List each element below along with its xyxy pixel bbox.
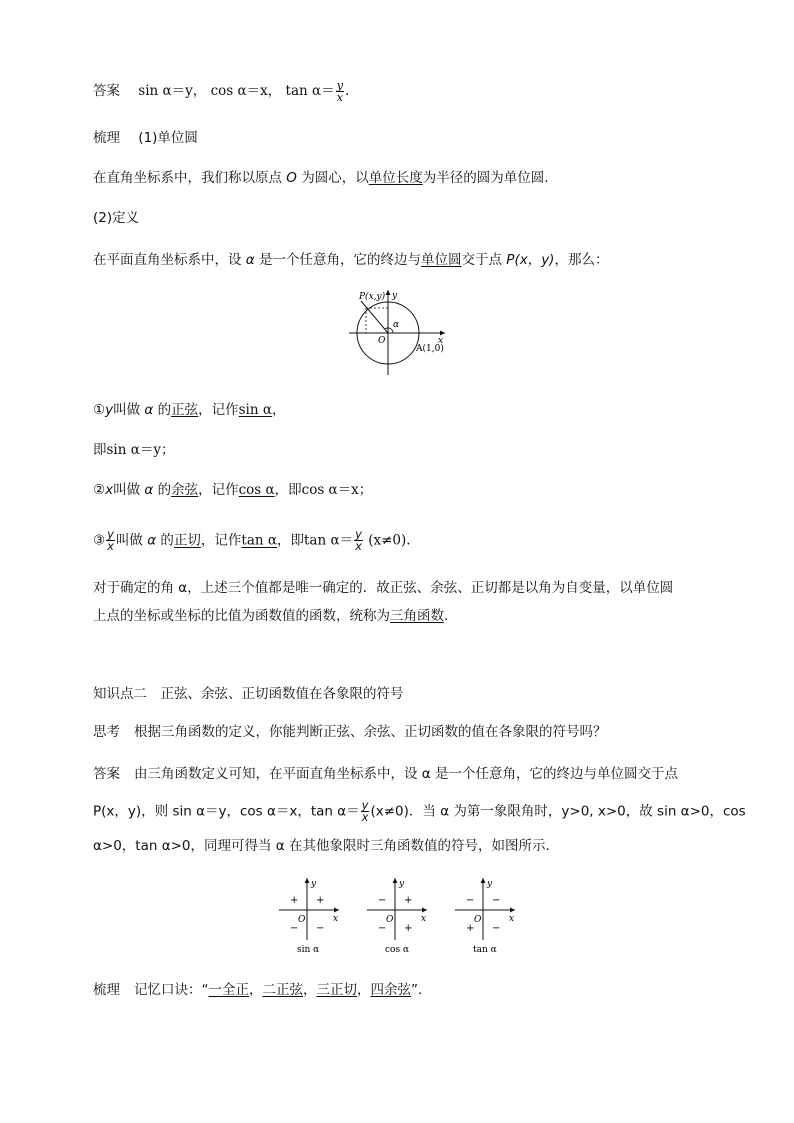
think-question: 思考 根据三角函数的定义，你能判断正弦、余弦、正切函数的值在各象限的符号吗？ (93, 724, 607, 740)
origin-label: O (378, 336, 386, 346)
section-two-title: 知识点二 正弦、余弦、正切函数值在各象限的符号 (93, 686, 404, 702)
definition-heading: (2)定义 (93, 210, 140, 226)
summary-label-2: 梳理 (93, 982, 120, 998)
answer-line-1: 答案 由三角函数定义可知，在平面直角坐标系中，设 α 是一个任意角，它的终边与单位圆交于点 (93, 766, 678, 782)
sine-term: 正弦 (171, 402, 199, 418)
summary-label: 梳理 (93, 130, 120, 146)
svg-text:−: − (378, 923, 387, 934)
svg-text:−: − (290, 923, 299, 934)
answer-label-2: 答案 (93, 766, 120, 782)
svg-text:y: y (399, 879, 405, 889)
trig-summary-line-2: 上点的坐标或坐标的比值为函数值的函数，统称为三角函数. (93, 608, 449, 624)
svg-text:+: + (466, 923, 475, 934)
tangent-definition: ③ $\frac{y}{x}$ 叫做 α 的正切，记作tan α，即tan α＝ $\frac{y}{x}$ (x≠0). (93, 527, 411, 553)
tangent-term: 正切 (173, 532, 201, 549)
cosine-caption: cos α (385, 945, 410, 955)
terminal-side (361, 301, 388, 333)
svg-text:O: O (386, 915, 394, 925)
svg-text:−: − (492, 923, 501, 934)
cos-formula: cos α＝x， (210, 83, 282, 99)
svg-text:y: y (311, 879, 317, 889)
sine-definition: ①y叫做 α 的正弦，记作sin α， (93, 402, 286, 418)
unit-circle-definition: 在直角坐标系中，我们称以原点 O 为圆心，以单位长度为半径的圆为单位圆. (93, 170, 549, 186)
sine-notation: sin α (238, 402, 272, 418)
svg-text:x: x (333, 914, 339, 924)
tan-formula-prefix: tan α＝ (285, 83, 335, 99)
svg-text:x: x (421, 914, 427, 924)
think-label: 思考 (93, 724, 120, 740)
cosine-notation: cos α (238, 482, 275, 498)
point-p-label: P(x,y) (359, 292, 386, 302)
svg-text:−: − (492, 895, 501, 906)
tangent-quadrant-diagram (455, 878, 515, 955)
svg-text:y: y (487, 879, 493, 889)
tangent-caption: tan α (473, 945, 497, 955)
unit-circle-title: (1)单位圆 (138, 130, 198, 146)
cosine-definition: ②x叫做 α 的余弦，记作cos α，即cos α＝x； (93, 482, 373, 498)
x-axis-label: x (438, 336, 444, 346)
sine-quadrant-diagram (279, 878, 339, 955)
unit-circle-term: 单位圆 (421, 252, 462, 268)
svg-text:+: + (316, 895, 325, 906)
tangent-fraction: $\frac{y}{x}$ (107, 527, 114, 553)
unit-circle-figure (345, 285, 455, 377)
point-a-label: A(1,0) (416, 344, 444, 354)
answer-formula-line: 答案 sin α＝y， cos α＝x， tan α＝ $\frac{y}{x}$ . (93, 78, 350, 104)
svg-text:x: x (509, 914, 515, 924)
trig-functions-term: 三角函数 (390, 608, 444, 624)
mnemonic-summary: 梳理 记忆口诀：“一全正，二正弦，三正切，四余弦”. (93, 982, 423, 998)
tan-fraction: $\frac{y}{x}$ (336, 78, 344, 104)
sin-formula: sin α＝y， (138, 83, 207, 99)
answer-label: 答案 (93, 83, 120, 99)
sine-caption: sin α (297, 945, 320, 955)
y-axis-label: y (392, 291, 398, 301)
alpha-label: α (393, 320, 400, 330)
tangent-notation: tan α (241, 532, 277, 549)
summary-unit-circle-heading (93, 128, 198, 148)
svg-text:+: + (404, 895, 413, 906)
unit-length-term: 单位长度 (368, 170, 423, 186)
svg-text:+: + (404, 923, 413, 934)
sine-formula-line: 即sin α＝y； (93, 442, 175, 458)
answer-line-2: P(x，y)，则 sin α＝y，cos α＝x，tan α＝ $\frac{y}{x}$ (x≠0)．当 α 为第一象限角时，y>0, x>0，故 sin α>0，cos (93, 798, 746, 824)
svg-text:O: O (474, 915, 482, 925)
svg-text:−: − (466, 895, 475, 906)
svg-text:O: O (298, 915, 306, 925)
trig-definition-intro: 在平面直角坐标系中，设 α 是一个任意角，它的终边与单位圆交于点 P(x，y)，那么： (93, 252, 609, 268)
svg-text:−: − (378, 895, 387, 906)
cosine-term: 余弦 (171, 482, 199, 498)
cosine-quadrant-diagram (367, 878, 427, 955)
svg-text:−: − (316, 923, 325, 934)
svg-text:+: + (290, 895, 299, 906)
quadrant-sign-figures (275, 872, 525, 962)
answer-line-3: α>0，tan α>0，同理可得当 α 在其他象限时三角函数值的符号，如图所示． (93, 838, 559, 854)
trig-summary-line-1: 对于确定的角 α，上述三个值都是唯一确定的．故正弦、余弦、正切都是以角为自变量，以单位圆 (93, 580, 674, 596)
